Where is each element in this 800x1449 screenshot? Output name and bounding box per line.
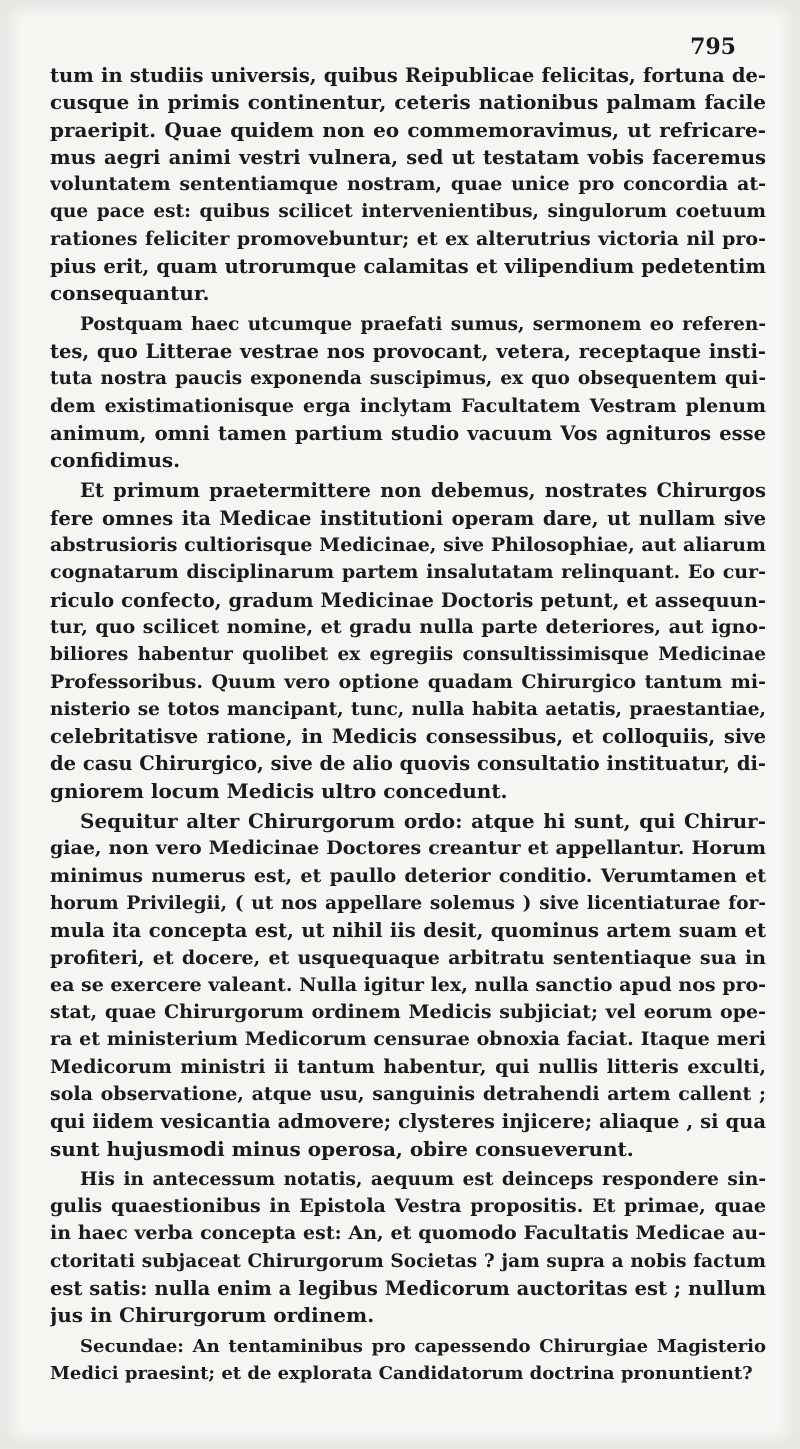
text-line: confidimus. xyxy=(50,448,181,473)
paragraph xyxy=(50,477,766,805)
page-number: 795 xyxy=(690,34,736,60)
text-line: est satis: nulla enim a legibus Medicorum auctoritas est ; nullum xyxy=(50,1277,766,1301)
text-line: praeripit. Quae quidem non eo commemoravimus, ut refricare- xyxy=(50,117,766,142)
text-line: minimus numerus est, et paullo deterior conditio. Verumtamen et xyxy=(50,864,766,887)
text-line: gulis quaestionibus in Epistola Vestra propositis. Et primae, quae xyxy=(50,1195,766,1218)
text-line: tuta nostra paucis exponenda suscipimus, ex quo obsequentem qui- xyxy=(50,368,766,390)
text-line: giae, non vero Medicinae Doctores creantur et appellantur. Horum xyxy=(50,837,766,860)
text-line: mula ita concepta est, ut nihil iis desit, quominus artem suam et xyxy=(50,919,766,943)
text-line: jus in Chirurgorum ordinem. xyxy=(50,1303,375,1328)
paragraph xyxy=(50,1333,766,1388)
paragraph xyxy=(50,62,766,308)
text-line: profiteri, et docere, et usquequaque arbitratu sententiaque sua in xyxy=(50,946,766,969)
text-line: dem existimationisque erga inclytam Facultatem Vestram plenum xyxy=(50,394,766,417)
text-line: pius erit, quam utrorumque calamitas et vilipendium pedetentim xyxy=(50,255,766,279)
text-line: His in antecessum notatis, aequum est deinceps respondere sin- xyxy=(80,1168,766,1190)
text-line: sunt hujusmodi minus operosa, obire consueverunt. xyxy=(50,1136,634,1161)
body-text xyxy=(50,62,766,1387)
text-line: riculo confecto, gradum Medicinae Doctoris petunt, et assequun- xyxy=(50,588,766,612)
text-line: Professoribus. Quum vero optione quadam Chirurgico tantum mi- xyxy=(50,670,766,693)
text-line: consequantur. xyxy=(50,281,210,306)
text-line: tes, quo Litterae vestrae nos provocant, vetera, receptaque insti- xyxy=(50,339,766,363)
text-line: Sequitur alter Chirurgorum ordo: atque hi sunt, qui Chirur- xyxy=(80,809,766,834)
text-line: cusque in primis continentur, ceteris nationibus palmam facile xyxy=(50,90,766,115)
text-line: fere omnes ita Medicae institutioni operam dare, ut nullam sive xyxy=(50,506,766,530)
text-line: Medici praesint; et de explorata Candidatorum doctrina pronuntient? xyxy=(50,1362,753,1384)
text-line: ra et ministerium Medicorum censurae obnoxia faciat. Itaque meri xyxy=(50,1028,766,1051)
paragraph xyxy=(50,311,766,475)
text-line: animum, omni tamen partium studio vacuum Vos agnituros esse xyxy=(50,421,766,445)
paragraph xyxy=(50,808,766,1163)
text-line: voluntatem sententiamque nostram, quae unice pro concordia at- xyxy=(50,173,766,196)
text-line: in haec verba concepta est: An, et quomodo Facultatis Medicae au- xyxy=(50,1222,766,1245)
text-line: tur, quo scilicet nomine, et gradu nulla parte deteriores, aut igno- xyxy=(50,615,766,638)
text-line: tum in studiis universis, quibus Reipublicae felicitas, fortuna de- xyxy=(50,64,766,87)
document-page xyxy=(6,4,794,1444)
text-line: stat, quae Chirurgorum ordinem Medicis subjiciat; vel eorum ope- xyxy=(50,1001,766,1024)
text-line: nisterio se totos mancipant, tunc, nulla habita aetatis, praestantiae, xyxy=(50,698,766,720)
text-line: celebritatisve ratione, in Medicis consessibus, et colloquiis, sive xyxy=(50,725,766,749)
text-line: Secundae: An tentaminibus pro capessendo Chirurgiae Magisterio xyxy=(80,1335,766,1357)
text-line: cognatarum disciplinarum partem insalutatam relinquant. Eo cur- xyxy=(50,561,766,584)
text-line: ea se exercere valeant. Nulla igitur lex, nulla sanctio apud nos pro- xyxy=(50,973,766,996)
text-line: mus aegri animi vestri vulnera, sed ut testatam vobis faceremus xyxy=(50,145,766,169)
text-line: qui iidem vesicantia admovere; clysteres injicere; aliaque , si qua xyxy=(50,1110,766,1134)
text-line: Postquam haec utcumque praefati sumus, sermonem eo referen- xyxy=(80,313,766,335)
text-line: horum Privilegii, ( ut nos appellare solemus ) sive licentiaturae for- xyxy=(50,892,766,914)
text-line: biliores habentur quolibet ex egregiis consultissimisque Medicinae xyxy=(50,644,766,666)
text-line: abstrusioris cultiorisque Medicinae, sive Philosophiae, aut aliarum xyxy=(50,534,766,557)
text-line: Et primum praetermittere non debemus, nostrates Chirurgos xyxy=(80,479,766,503)
text-line: de casu Chirurgico, sive de alio quovis consultatio instituatur, di- xyxy=(50,752,766,776)
text-line: que pace est: quibus scilicet intervenientibus, singulorum coetuum xyxy=(50,201,766,223)
text-line: sola observatione, atque usu, sanguinis detrahendi artem callent ; xyxy=(50,1082,766,1105)
text-line: Medicorum ministri ii tantum habentur, qui nullis litteris exculti, xyxy=(50,1055,766,1078)
text-line: ctoritati subjaceat Chirurgorum Societas ? jam supra a nobis factum xyxy=(50,1250,766,1272)
text-line: rationes feliciter promovebuntur; et ex alterutrius victoria nil pro- xyxy=(50,227,766,250)
paragraph xyxy=(50,1166,766,1330)
text-line: gniorem locum Medicis ultro concedunt. xyxy=(50,778,508,803)
